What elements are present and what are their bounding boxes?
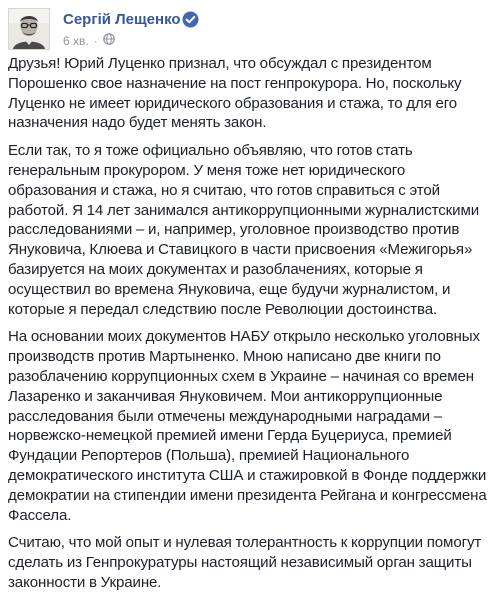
post-timestamp[interactable]: 6 хв. [63, 33, 89, 48]
post-paragraph: Друзья! Юрий Луценко признал, что обсуждал с президентом Порошенко свое назначение на пост генпрокурора. Но, поскольку Луценко не имеет юридического образования и стажа, то для его назначения надо будет менять закон. [8, 55, 462, 132]
verified-badge-icon [182, 11, 199, 28]
post-header [8, 8, 488, 52]
post-paragraph: Если так, то я тоже официально объявляю, что готов стать генеральным прокурором. У меня тоже нет юридического образования и стажа, но я считаю, что готов справиться с этой работой. Я 14 лет занимался антикоррупционными журналистскими расследованиями – и, например, уголовное производство против Януковича, Клюева и Ставицкого в части присвоения «Межигорья» базируется на моих документах и разоблачениях, которые я осуществил во времена Януковича, еще будучи журналистом, и которые я передал следствию после Революции достоинства. [8, 142, 480, 318]
post-body [8, 54, 490, 601]
author-name[interactable]: Сергій Лещенко [63, 11, 181, 28]
post-paragraph: Считаю, что мой опыт и нулевая толерантность к коррупции помогут сделать из Генпрокуратуры настоящий независимый орган защиты законности в Украине. [8, 534, 482, 591]
globe-icon[interactable] [103, 33, 115, 48]
post-meta [63, 33, 115, 48]
post-paragraph: На основании моих документов НАБУ открыло несколько уголовных производств против Мартыненко. Мною написано две книги по разоблачению коррупционных схем в Украине – начиная со времен Лазаренко и заканчивая Януковичем. Мои антикоррупционные расследования были отмечены международными наградами – норвежско-немецкой премией имени Герда Буцериуса, премией Фундации Репортеров (Польша), премией Национального демократического института США и стажировкой в Фонде поддержки демократии на стипендии имени президента Рейгана и конгрессмена Фассела. [8, 328, 487, 524]
author-avatar[interactable] [8, 8, 50, 50]
meta-separator: · [93, 33, 98, 48]
avatar-portrait-icon [9, 9, 49, 49]
